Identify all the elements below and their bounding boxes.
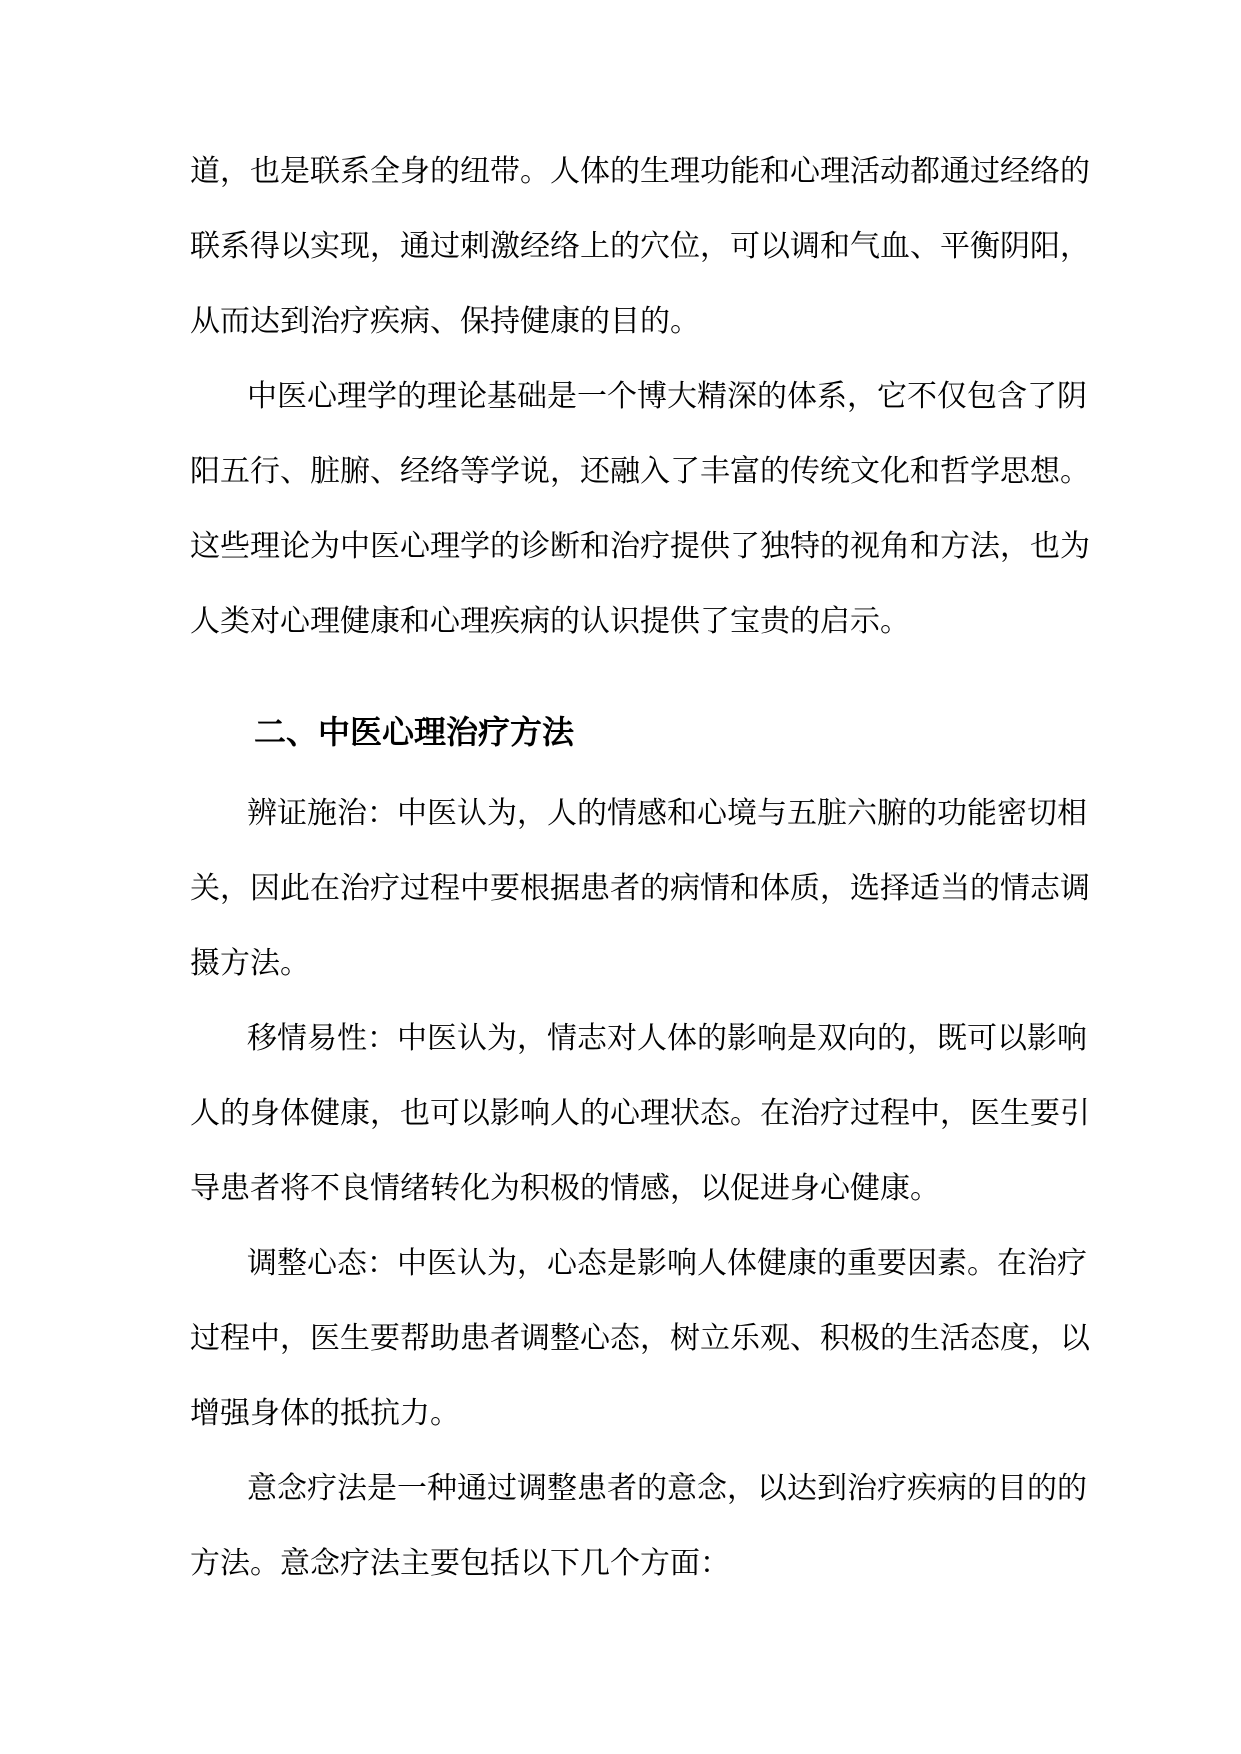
text-line: 阳五行、脏腑、经络等学说，还融入了丰富的传统文化和哲学思想。 bbox=[190, 454, 1090, 489]
text-line: 增强身体的抵抗力。 bbox=[190, 1396, 460, 1431]
text-line: 辨证施治：中医认为，人的情感和心境与五脏六腑的功能密切相 bbox=[247, 796, 1087, 831]
text-line: 从而达到治疗疾病、保持健康的目的。 bbox=[190, 304, 700, 339]
text-line: 调整心态：中医认为，心态是影响人体健康的重要因素。在治疗 bbox=[247, 1246, 1087, 1281]
section-heading: 二、中医心理治疗方法 bbox=[254, 713, 575, 751]
text-line: 方法。意念疗法主要包括以下几个方面： bbox=[190, 1546, 730, 1581]
text-line: 中医心理学的理论基础是一个博大精深的体系，它不仅包含了阴 bbox=[247, 379, 1087, 414]
text-line: 道，也是联系全身的纽带。人体的生理功能和心理活动都通过经络的 bbox=[190, 154, 1090, 189]
text-line: 这些理论为中医心理学的诊断和治疗提供了独特的视角和方法，也为 bbox=[190, 529, 1090, 564]
text-line: 人的身体健康，也可以影响人的心理状态。在治疗过程中，医生要引 bbox=[190, 1096, 1090, 1131]
text-line: 导患者将不良情绪转化为积极的情感，以促进身心健康。 bbox=[190, 1171, 940, 1206]
text-line: 联系得以实现，通过刺激经络上的穴位，可以调和气血、平衡阴阳， bbox=[190, 229, 1090, 264]
text-line: 移情易性：中医认为，情志对人体的影响是双向的，既可以影响 bbox=[247, 1021, 1087, 1056]
text-line: 摄方法。 bbox=[190, 946, 310, 981]
text-line: 意念疗法是一种通过调整患者的意念，以达到治疗疾病的目的的 bbox=[247, 1471, 1087, 1506]
text-line: 过程中，医生要帮助患者调整心态，树立乐观、积极的生活态度，以 bbox=[190, 1321, 1090, 1356]
text-line: 人类对心理健康和心理疾病的认识提供了宝贵的启示。 bbox=[190, 604, 910, 639]
text-line: 关，因此在治疗过程中要根据患者的病情和体质，选择适当的情志调 bbox=[190, 871, 1090, 906]
